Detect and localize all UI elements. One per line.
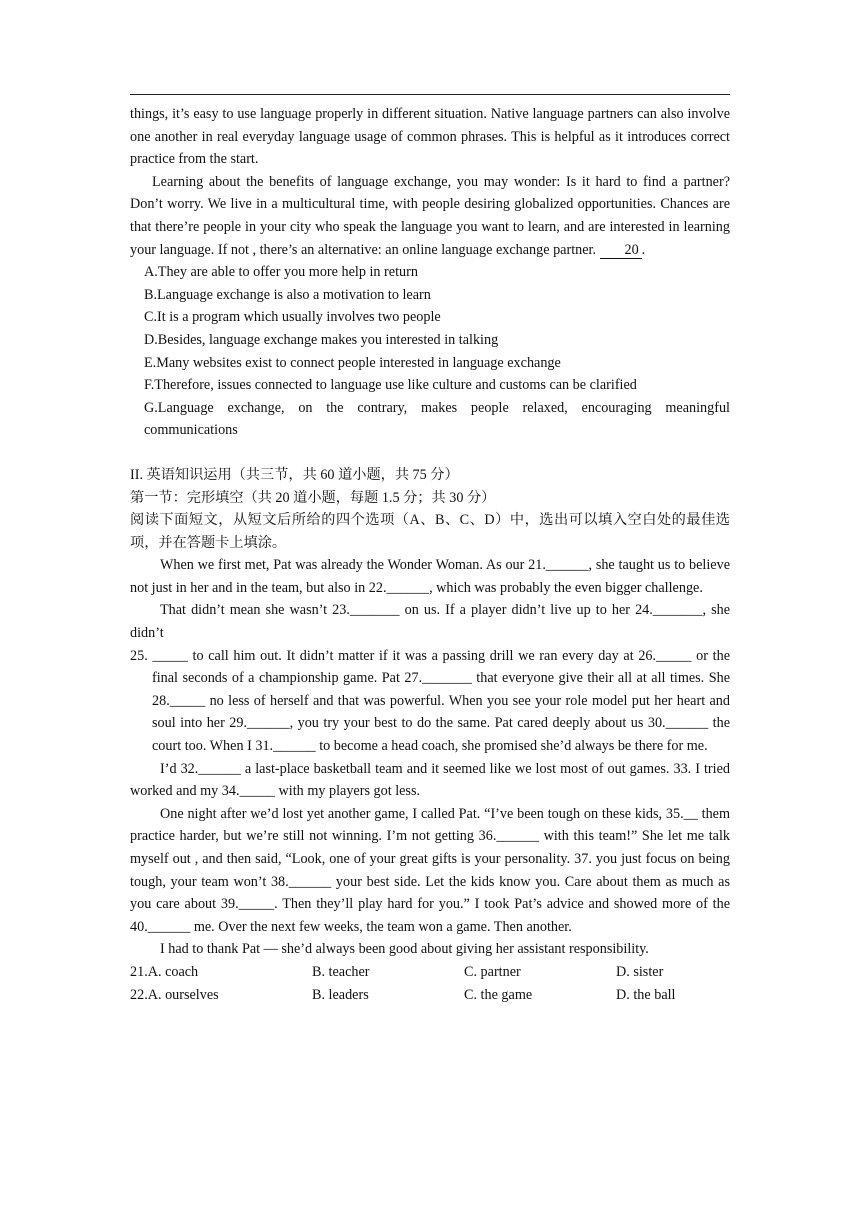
cloze-paragraph: When we first met, Pat was already the Wonder Woman. As our 21.______, she taught us to believe not just in her and in the team, but also in 22.______, which was probably the even bigger challenge. bbox=[130, 557, 730, 596]
passage-paragraph bbox=[130, 171, 730, 261]
choice: 21.A. coach bbox=[130, 963, 199, 980]
header-rule bbox=[130, 94, 730, 95]
cloze-paragraph: I had to thank Pat — she’d always been good about giving her assistant responsibility. bbox=[160, 941, 649, 958]
choice: B. leaders bbox=[312, 986, 369, 1003]
answer-choices bbox=[130, 961, 730, 1006]
part-title: 第一节：完形填空（共 20 道小题，每题 1.5 分；共 30 分） bbox=[130, 489, 496, 506]
choice: D. sister bbox=[616, 963, 664, 980]
choice: C. partner bbox=[464, 963, 521, 980]
blank-20: 20 bbox=[600, 242, 642, 259]
option-d: D.Besides, language exchange makes you interested in talking bbox=[144, 331, 499, 348]
options-list bbox=[130, 261, 730, 442]
answer-row-22 bbox=[130, 984, 730, 1007]
cloze-paragraph: That didn’t mean she wasn’t 23._______ on us. If a player didn’t live up to her 24._______, she didn’t bbox=[130, 602, 730, 642]
option-b: B.Language exchange is also a motivation to learn bbox=[144, 286, 431, 303]
passage-text: Learning about the benefits of language exchange, you may wonder: Is it hard to find a partner? Don’t worry. We live in a multicultural time, with people desiring globalized opportunities. Chances are that there’re people in your city who speak the language you want to learn, and are interested in learning your language. If not , there’s an alternative: an online language exchange partner. bbox=[130, 173, 730, 258]
cloze-paragraph: 25. _____ to call him out. It didn’t matter if it was a passing drill we ran every day at 26._____ or the final seconds of a championship game. Pat 27._______ that everyone give their all at all times. She 28._____ no less of herself and that was powerful. When you see your role model put her heart and soul into her 29.______, you try your best to do the same. Pat cared deeply about us 30.______ the court too. When I 31.______ to become a head coach, she promised she’d always be there for me. bbox=[130, 647, 730, 755]
choice: D. the ball bbox=[616, 986, 676, 1003]
choice: C. the game bbox=[464, 986, 533, 1003]
option-e: E.Many websites exist to connect people interested in language exchange bbox=[144, 354, 561, 371]
cloze-paragraph: I’d 32.______ a last-place basketball team and it seemed like we lost most of out games. 33. I tried worked and my 34._____ with my players got less. bbox=[130, 760, 730, 800]
option-c: C.It is a program which usually involves two people bbox=[144, 309, 441, 326]
passage-paragraph: things, it’s easy to use language properly in different situation. Native language partners can also involve one another in real everyday language usage of common phrases. This is helpful as it introduces correct practice from the start. bbox=[130, 106, 730, 168]
document-page bbox=[130, 103, 730, 1006]
choice: 22.A. ourselves bbox=[130, 986, 219, 1003]
option-f: F.Therefore, issues connected to language use like culture and customs can be clarified bbox=[144, 377, 637, 394]
choice: B. teacher bbox=[312, 963, 370, 980]
option-a: A.They are able to offer you more help in return bbox=[144, 264, 418, 281]
instructions: 阅读下面短文，从短文后所给的四个选项（A、B、C、D）中，选出可以填入空白处的最佳选项，并在答题卡上填涂。 bbox=[130, 512, 730, 551]
period: . bbox=[641, 241, 646, 258]
cloze-paragraph: One night after we’d lost yet another game, I called Pat. “I’ve been tough on these kids, 35.__ them practice harder, but we’re still not winning. I’m not getting 36.______ with this team!” She let me talk myself out , and then said, “Look, one of your great gifts is your personality. 37. you just focus on being tough, your team won’t 38.______ your best side. Let the kids know you. Care about them as much as you care about 39._____. Then they’ll play hard for you.” I took Pat’s advice and showed more of the 40.______ me. Over the next few weeks, the team won a game. Then another. bbox=[130, 805, 730, 935]
option-g: G.Language exchange, on the contrary, makes people relaxed, encouraging meaningful communications bbox=[144, 399, 730, 439]
answer-row-21 bbox=[130, 961, 730, 984]
section-title: II. 英语知识运用（共三节，共 60 道小题，共 75 分） bbox=[130, 466, 459, 483]
